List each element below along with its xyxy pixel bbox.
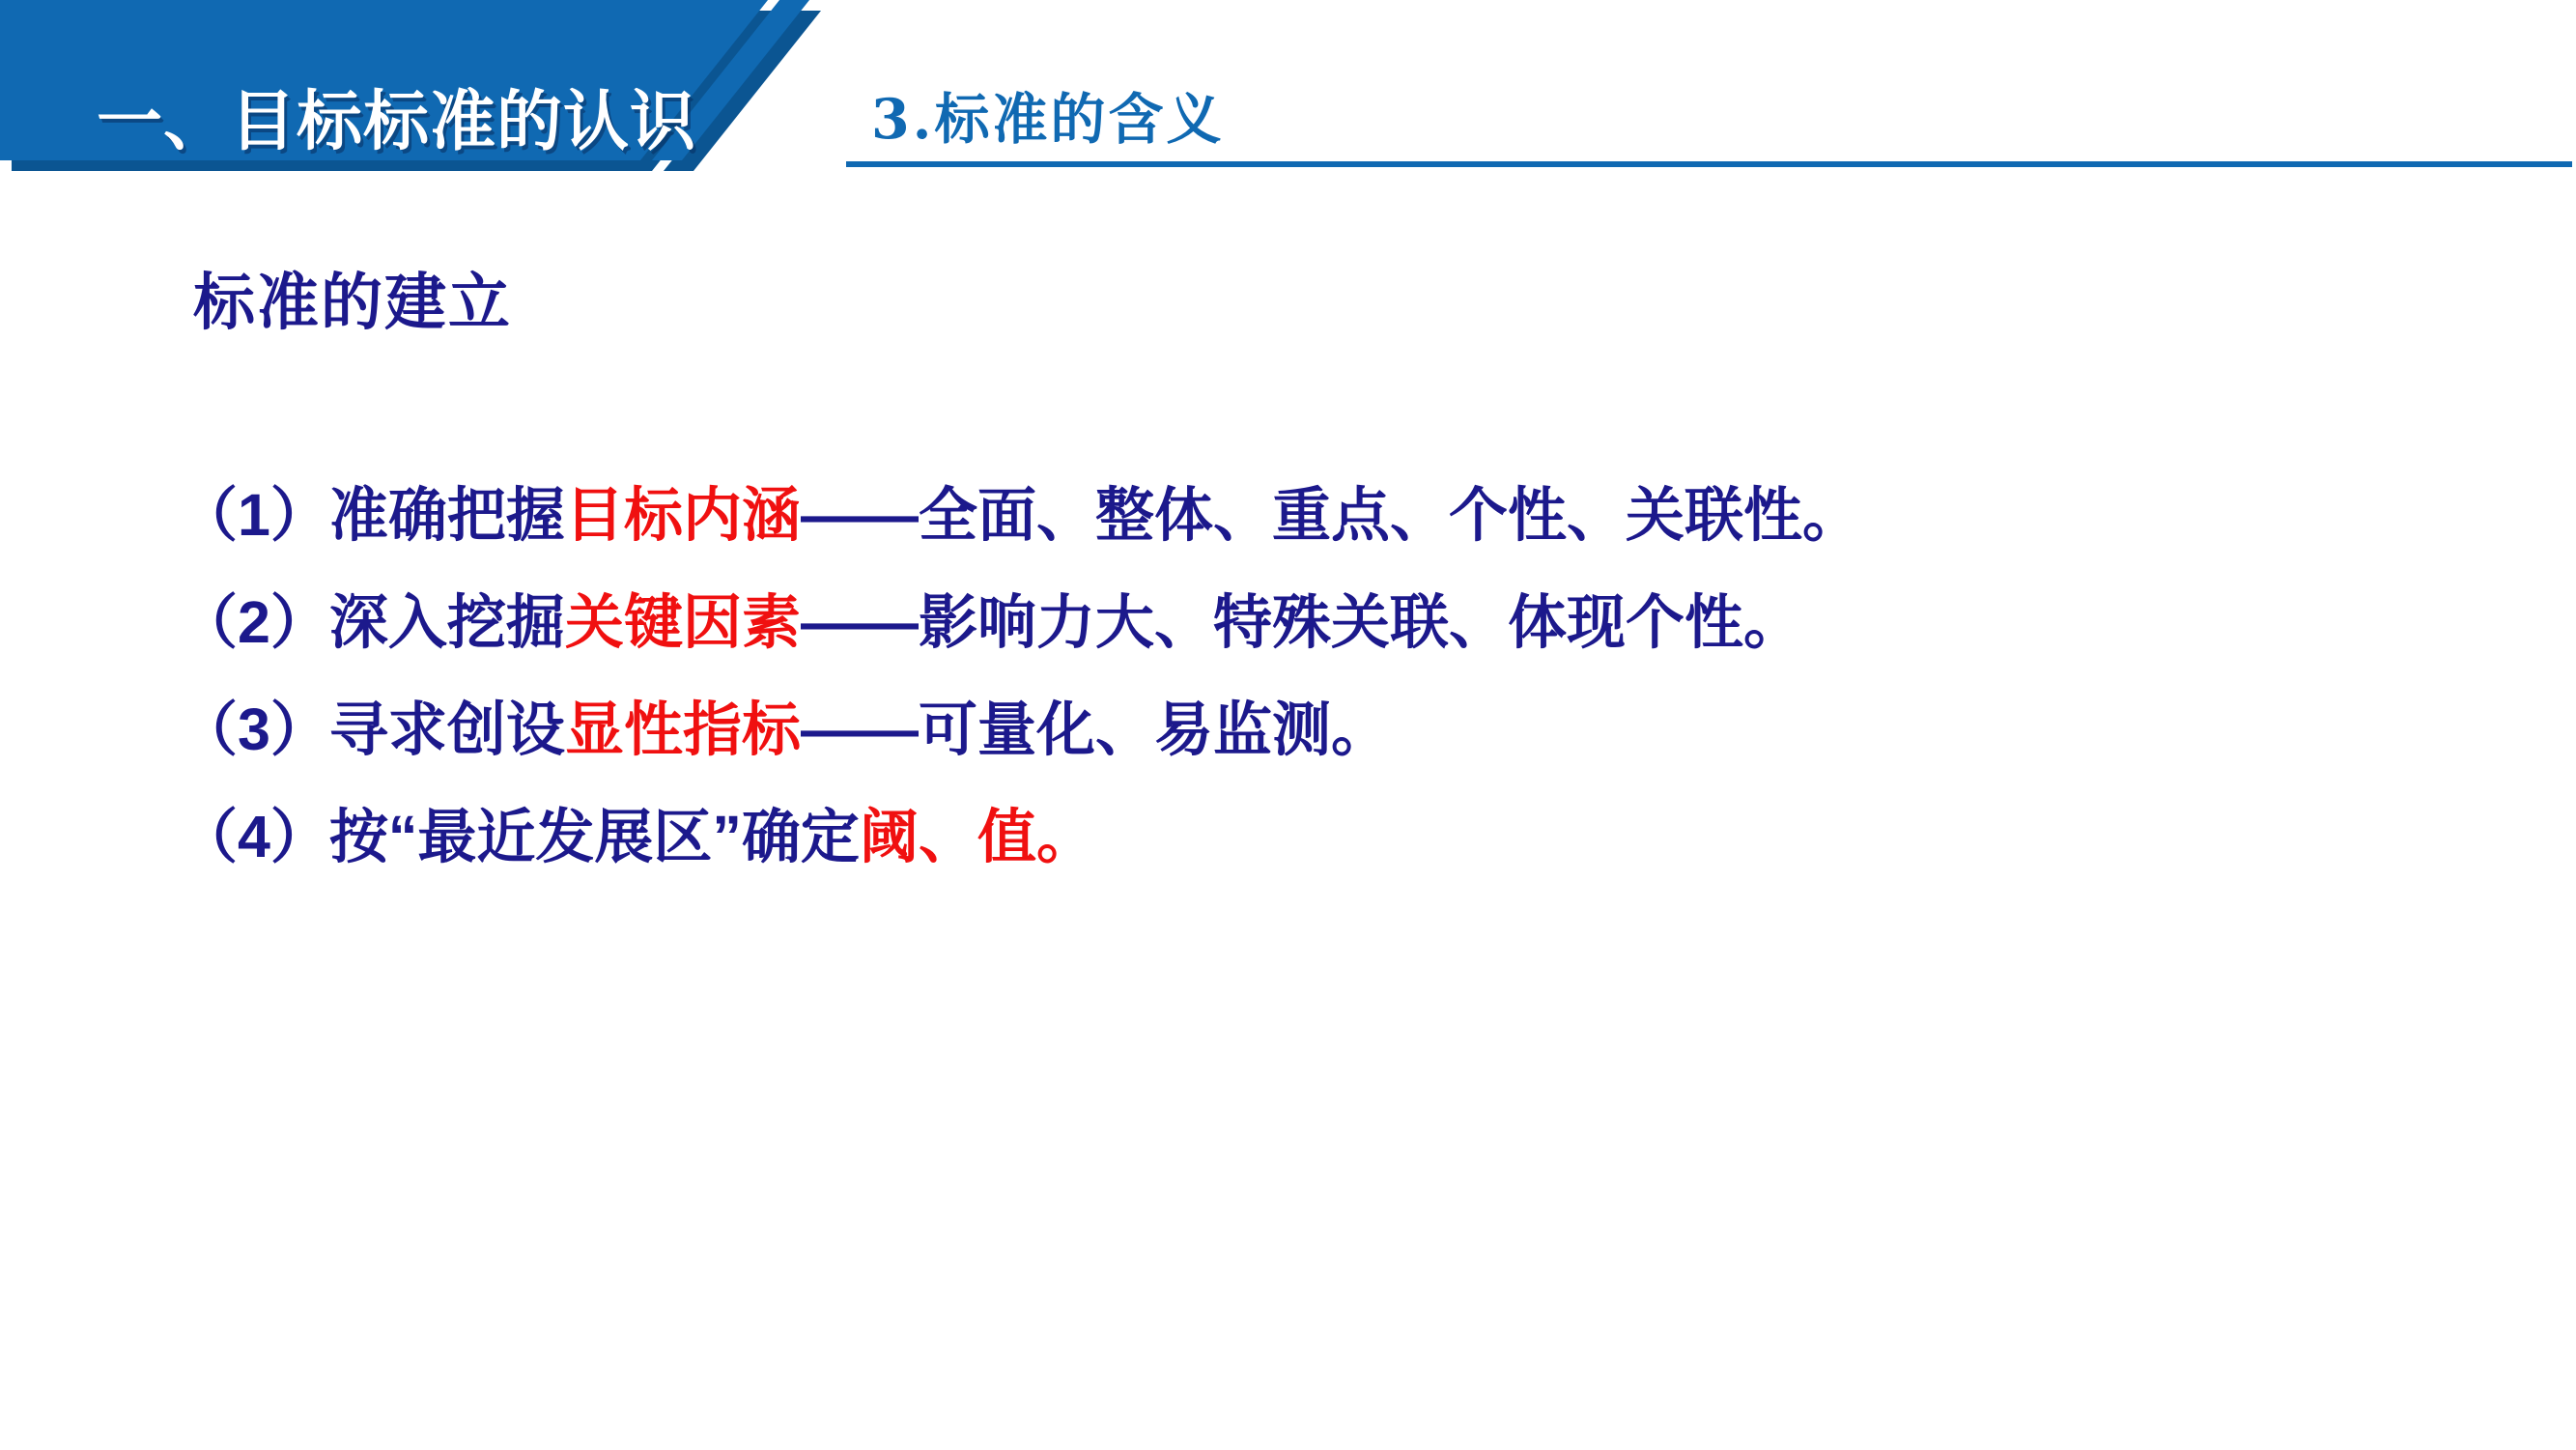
item-prefix: （3）寻求创设 xyxy=(179,697,565,762)
item-highlight: 目标内涵 xyxy=(564,482,801,548)
banner-title: 一、目标标准的认识 xyxy=(97,85,697,158)
item-suffix: ——影响力大、特殊关联、体现个性。 xyxy=(800,589,1802,655)
item-suffix: ——可量化、易监测。 xyxy=(800,697,1390,762)
header-underline-rule xyxy=(846,161,2572,167)
list-item xyxy=(179,676,1861,783)
list-item xyxy=(179,462,1861,569)
points-list xyxy=(179,462,1861,891)
item-prefix: （2）深入挖掘 xyxy=(179,589,565,655)
item-highlight: 关键因素 xyxy=(564,589,801,655)
item-prefix: （1）准确把握 xyxy=(179,482,565,548)
item-prefix: （4）按“最近发展区”确定 xyxy=(179,804,860,869)
item-highlight: 显性指标 xyxy=(564,697,801,762)
item-highlight: 阈、值。 xyxy=(859,804,1095,869)
list-item xyxy=(179,783,1861,891)
list-item xyxy=(179,569,1861,676)
item-suffix: ——全面、整体、重点、个性、关联性。 xyxy=(800,482,1861,548)
section-subtitle: 3.标准的含义 xyxy=(871,87,1225,152)
content-heading: 标准的建立 xyxy=(193,268,512,337)
